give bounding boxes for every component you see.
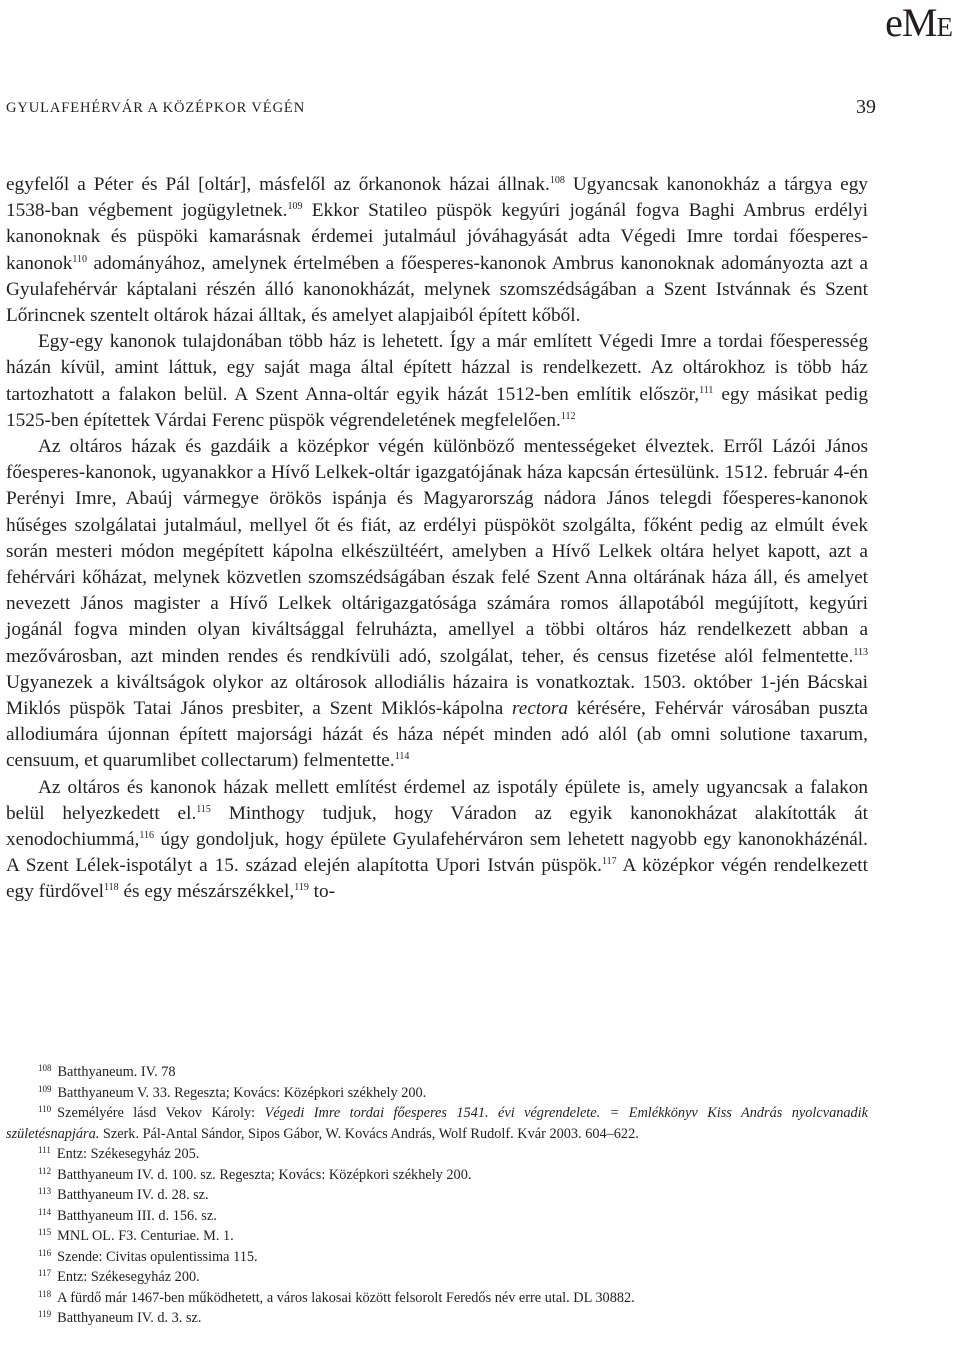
footnote-number: 117 <box>38 1268 52 1278</box>
text-run: Szende: Civitas opulentissima 115. <box>57 1248 258 1265</box>
text-run: A középkor végén rendelkezett egy fürdővel <box>6 855 869 903</box>
footnote <box>6 1185 868 1206</box>
footnote-number: 109 <box>38 1083 52 1094</box>
footnote-number: 112 <box>38 1165 52 1176</box>
text-run: úgy gondoljuk, hogy épülete Gyulafehérváron sem lehetett nagyobb egy kanonokházénál. A Szent Lélek-ispotályt a 15. század elején alapította Upori István püspök. <box>6 829 868 877</box>
footnote <box>6 1165 868 1186</box>
text-run: Batthyaneum V. 33. Regeszta; Kovács: Középkori székhely 200. <box>57 1084 427 1101</box>
paragraph <box>6 172 868 329</box>
footnote-number: 108 <box>38 1063 52 1073</box>
footnote-ref: 115 <box>196 803 211 815</box>
footnote-number: 119 <box>38 1309 52 1319</box>
italic-text: rectora <box>512 698 569 720</box>
footnote <box>6 1083 868 1104</box>
footnote <box>6 1144 868 1165</box>
text-run: Batthyaneum III. d. 156. sz. <box>57 1207 217 1224</box>
footnote-number: 118 <box>38 1288 52 1299</box>
text-run: egyfelől a Péter és Pál [oltár], másfelől az őrkanonok házai állnak. <box>6 174 550 195</box>
footnote <box>6 1206 868 1227</box>
footnote-ref: 117 <box>601 856 617 868</box>
footnote-ref: 108 <box>549 175 565 186</box>
footnote <box>6 1267 868 1288</box>
logo-main: eM <box>885 0 937 45</box>
paragraph <box>6 775 868 906</box>
text-run: Entz: Székesegyház 200. <box>57 1269 200 1285</box>
text-run: Ugyancsak kanonokház a tárgya egy 1538-ban végbement jogügyletnek. <box>6 174 868 222</box>
footnote <box>6 1308 868 1329</box>
footnote-number: 110 <box>38 1104 52 1114</box>
text-run: adományához, amelynek értelmében a főesperes-kanonok Ambrus kanonoknak adományozta azt a Gyulafehérvár káptalani részén álló kanonokházát, melynek szomszédságában a Szent Istvánnak és Szent Lőrincnek szentelt oltárok házai álltak, és amelyet alapjaiból épített kőből. <box>6 252 868 327</box>
footnote-ref: 119 <box>294 882 309 894</box>
text-run: Az oltáros és kanonok házak mellett említést érdemel az ispotály épülete is, amely ugyancsak a falakon belül helyezkedett el. <box>6 776 868 824</box>
text-run: Egy-egy kanonok tulajdonában több ház is lehetett. Így a már említett Végedi Imre a tordai főesperesség házán kívül, amint láttuk, egy saját maga által épített házzal is rendelkezett. Az oltárokhoz is több ház tartozhatott a falakon belül. A Szent Anna-oltár egyik házát 1512-ben említik először, <box>6 331 868 405</box>
text-run: Batthyaneum. IV. 78 <box>57 1064 176 1080</box>
footnote-ref: 109 <box>287 201 303 213</box>
paragraph <box>6 329 868 434</box>
footnote-ref: 111 <box>699 384 714 396</box>
footnotes <box>6 1062 868 1329</box>
text-run: Személyére lásd Vekov Károly: <box>57 1105 265 1121</box>
italic-text: Végedi Imre tordai főesperes 1541. évi végrendelete. = Emlékkönyv Kiss András nyolcvanadik születésnapjára. <box>6 1105 868 1142</box>
publisher-logo <box>885 2 952 48</box>
text-run: Szerk. Pál-Antal Sándor, Sipos Gábor, W. Kovács András, Wolf Rudolf. Kvár 2003. 604–622. <box>99 1125 639 1142</box>
footnote-number: 113 <box>38 1186 52 1196</box>
logo-small: E <box>936 12 952 42</box>
footnote <box>6 1103 868 1144</box>
footnote <box>6 1226 868 1247</box>
text-run: Az oltáros házak és gazdáik a középkor végén különböző mentességeket élveztek. Erről Lázói János főesperes-kanonok, ugyanakkor a Hívő Lelkek-oltár igazgatójának háza kapcsán értesülünk. 1512. február 4-én Perényi Imre, Abaúj vármegye örökös ispánja és Magyarország nádora János telegdi főesperes-kanonok hűséges szolgálatai jutalmául, mellyel őt és fiát, az erdélyi püspököt szolgálta, főként pedig az elmúlt évek során mesteri módon megépített kápolna elkészültéért, amelyben a Hívő Lelkek oltára helyet kapott, azt a fehérvári kőházat, melynek közvetlen szomszédságában észak felé Szent Anna oltárának háza áll, és amelyet nevezett János magister a Hívő Lelkek oltárigazgatósága számára romos állapotából megújított, kegyúri jogánál fogva minden olyan kiváltsággal felruházta, amellyel a többi oltáros ház rendelkezett abban a mezővárosban, azt minden rendes és rendkívüli adó, szolgálat, teher, és census fizetése alól felmentette. <box>6 436 868 667</box>
running-title: GYULAFEHÉRVÁR A KÖZÉPKOR VÉGÉN <box>6 100 306 116</box>
paragraph <box>6 434 868 775</box>
footnote-ref: 113 <box>853 646 868 658</box>
page-number: 39 <box>856 96 876 118</box>
footnote-ref: 116 <box>139 830 154 842</box>
text-run: Ekkor Statileo püspök kegyúri jogánál fogva Baghi Ambrus erdélyi kanonoknak és püspöki kamarásnak érdemei jutalmául jóváhagyását adta Végedi Imre tordai főesperes-kanonok <box>6 200 868 274</box>
footnote-ref: 112 <box>560 410 576 422</box>
text-run: Batthyaneum IV. d. 100. sz. Regeszta; Kovács: Középkori székhely 200. <box>57 1166 472 1183</box>
running-head <box>6 96 876 120</box>
footnote <box>6 1247 868 1268</box>
footnote-ref: 114 <box>394 751 410 763</box>
footnote <box>6 1288 868 1309</box>
text-run: Entz: Székesegyház 205. <box>56 1146 200 1162</box>
text-run: Ugyanezek a kiváltságok olykor az oltárosok allodiális házaira is vonatkoztak. 1503. október 1-jén Bácskai Miklós püspök Tatai János presbiter, a Szent Miklós-kápolna <box>6 671 868 720</box>
text-run: Batthyaneum IV. d. 3. sz. <box>57 1310 202 1326</box>
text-run: Batthyaneum IV. d. 28. sz. <box>57 1187 209 1203</box>
text-run: to- <box>308 881 336 903</box>
footnote-ref: 110 <box>72 253 88 265</box>
footnote-number: 111 <box>38 1145 51 1155</box>
text-run: A fürdő már 1467-ben működhetett, a város lakosai között felsorolt Feredős név erre utal. DL 30882. <box>57 1289 635 1306</box>
text-run: Minthogy tudjuk, hogy Váradon az egyik kanonokházat alakították át xenodochiummá, <box>6 802 868 851</box>
text-run: és egy mészárszékkel, <box>118 881 295 903</box>
footnote-number: 116 <box>38 1247 52 1258</box>
text-run: MNL OL. F3. Centuriae. M. 1. <box>57 1228 234 1244</box>
body-text <box>6 172 868 906</box>
text-run: kérésére, Fehérvár városában puszta allodiumára újonnan épített majorsági házát és háza népét minden adó alól (ab omni solutione taxarum, censuum, et quarumlibet collectarum) felmentette. <box>6 698 868 772</box>
footnote-ref: 118 <box>103 882 119 894</box>
text-run: egy másikat pedig 1525-ben építettek Várdai Ferenc püspök végrendeletének megfelelően. <box>6 383 869 431</box>
footnote <box>6 1062 868 1083</box>
footnote-number: 114 <box>38 1206 52 1217</box>
footnote-number: 115 <box>38 1227 52 1237</box>
